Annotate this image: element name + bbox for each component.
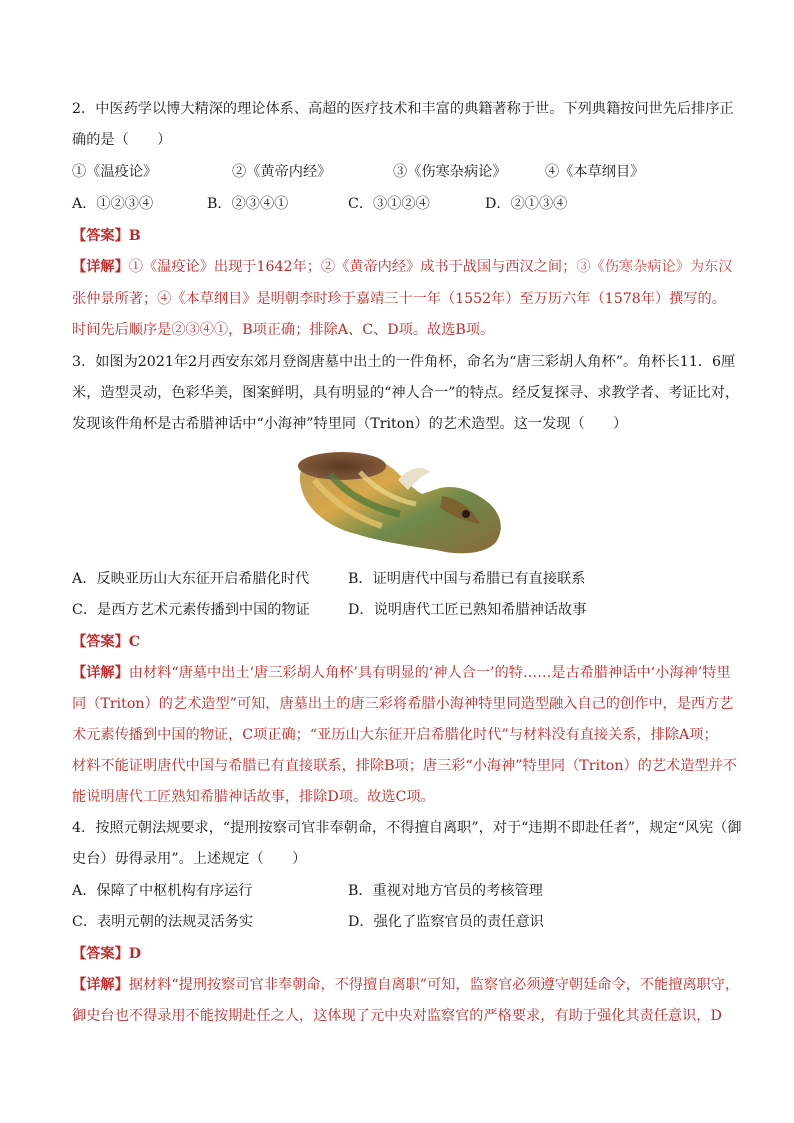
q3-option-a: A．反映亚历山大东征开启希腊化时代	[72, 571, 310, 587]
q4-explain-line1	[72, 975, 739, 995]
q4-stem-line1: 4．按照元朝法规要求，“提刑按察司官非奉朝命，不得擅自离职”，对于“违期不即赴任者”，规定“风宪（御	[72, 820, 742, 836]
q4-option-c: C．表明元朝的法规灵活务实	[72, 914, 254, 930]
q2-item-2: ②《黄帝内经》	[232, 164, 332, 180]
q2-option-c: C．③①②④	[348, 196, 430, 212]
q2-item-4: ④《本草纲目》	[545, 164, 645, 180]
cup-mouth-shape	[298, 452, 386, 480]
q3-explain-line3: 术元素传播到中国的物证，C项正确；“亚历山大东征开启希腊化时代”与材料没有直接关系，排除A项；	[72, 727, 718, 743]
q2-option-d: D．②①③④	[485, 196, 568, 212]
q2-explain-b: ③《伤寒杂病论》为东汉	[576, 259, 733, 275]
q2-stem-line2: 确的是（ ）	[72, 132, 172, 148]
q4-explain-label: 【详解】	[72, 977, 129, 993]
q2-stem-line1: 2．中医药学以博大精深的理论体系、高超的医疗技术和丰富的典籍著称于世。下列典籍按问世先后排序正	[72, 101, 734, 117]
q3-option-d: D．说明唐代工匠已熟知希腊神话故事	[348, 602, 587, 618]
q4-stem-line2: 史台）毋得录用”。上述规定（ ）	[72, 851, 307, 867]
q2-option-a: A．①②③④	[72, 196, 154, 212]
q4-option-d: D．强化了监察官员的责任意识	[348, 914, 544, 930]
q2-explain-line1	[72, 257, 732, 277]
sancai-horn-cup-image	[290, 438, 512, 560]
q3-explain-line2: 同（Triton）的艺术造型”可知，唐墓出土的唐三彩将希腊小海神特里同造型融入自己的创作中，是西方艺	[72, 696, 734, 712]
q2-explain-line3: 时间先后顺序是②③④①，B项正确；排除A、C、D项。故选B项。	[72, 322, 495, 338]
q2-answer: 【答案】B	[72, 228, 141, 244]
q3-explain-line5: 能说明唐代工匠熟知希腊神话故事，排除D项。故选C项。	[72, 789, 435, 805]
q3-explain-line4: 材料不能证明唐代中国与希腊已有直接联系，排除B项；唐三彩“小海神”特里同（Triton）的艺术造型并不	[72, 758, 737, 774]
eye-shape	[462, 510, 470, 518]
q3-stem-line3: 发现该件角杯是古希腊神话中“小海神”特里同（Triton）的艺术造型。这一发现（ ）	[72, 416, 628, 432]
q2-item-1: ①《温疫论》	[72, 164, 158, 180]
q3-stem-line1: 3．如图为2021年2月西安东郊月登阁唐墓中出土的一件角杯，命名为“唐三彩胡人角杯”。角杯长11．6厘	[72, 354, 736, 370]
q3-explain-text1: 由材料“唐墓中出土‘唐三彩胡人角杯’具有明显的‘神人合一’的特……是古希腊神话中‘小海神’特里	[128, 665, 731, 681]
q4-option-a: A．保障了中枢机构有序运行	[72, 883, 253, 899]
q2-option-b: B．②③④①	[207, 196, 289, 212]
q4-answer: 【答案】D	[72, 946, 142, 962]
q2-explain-line2: 张仲景所著；④《本草纲目》是明朝李时珍于嘉靖三十一年（1552年）至万历六年（1578年）撰写的。	[72, 291, 726, 307]
q4-explain-line2: 御史台也不得录用不能按期赴任之人，这体现了元中央对监察官的严格要求，有助于强化其责任意识，D	[72, 1008, 722, 1024]
q3-answer: 【答案】C	[72, 634, 141, 650]
q2-explain-a: ①《温疫论》出现于1642年；②《黄帝内经》成书于战国与西汉之间；	[128, 259, 577, 275]
q3-stem-line2: 米，造型灵动，色彩华美，图案鲜明，具有明显的“神人合一”的特点。经反复探寻、求教学者、考证比对，	[72, 385, 740, 401]
q3-explain-line1	[72, 663, 731, 683]
q3-explain-label: 【详解】	[72, 665, 129, 681]
q3-option-b: B．证明唐代中国与希腊已有直接联系	[348, 571, 586, 587]
q4-option-b: B．重视对地方官员的考核管理	[348, 883, 543, 899]
q3-option-c: C．是西方艺术元素传播到中国的物证	[72, 602, 310, 618]
q2-item-3: ③《伤寒杂病论》	[393, 164, 507, 180]
q4-explain-text1: 据材料“提刑按察司官非奉朝命，不得擅自离职”可知，监察官必须遵守朝廷命令，不能擅离职守，	[128, 977, 740, 993]
q2-explain-label: 【详解】	[72, 259, 129, 275]
